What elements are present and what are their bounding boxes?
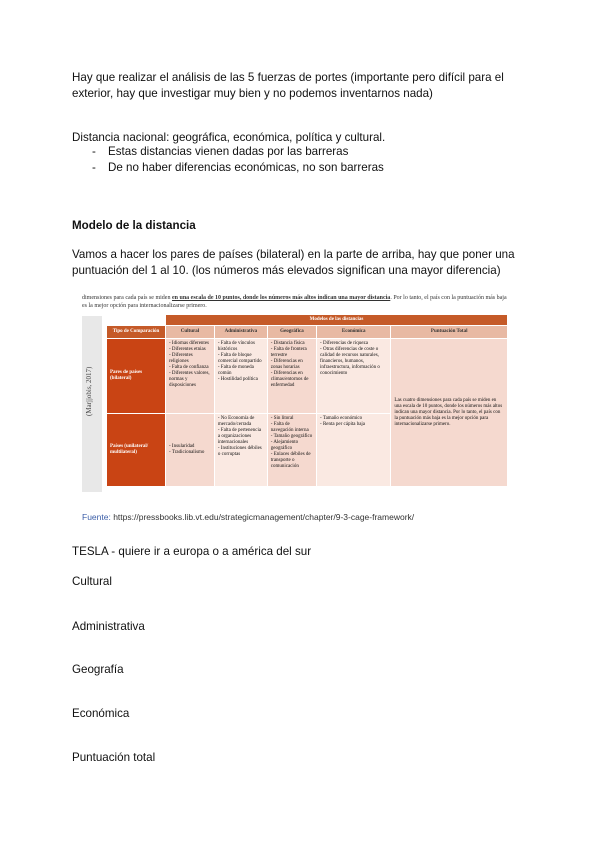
barrier-bullets <box>92 144 384 176</box>
column-header: Geográfica <box>267 326 316 339</box>
table-cell: - Diferencias de riqueza - Otras diferencias de coste o calidad de recursos naturales, financieros, humanos, infraestructura, información o conocimiento <box>317 339 391 414</box>
row-label: Pares de países (bilateral) <box>107 339 166 414</box>
column-header: Puntuación Total <box>391 326 508 339</box>
table-super-header: Modelos de las distancias <box>166 315 508 326</box>
section-heading: Modelo de la distancia <box>72 219 196 232</box>
bullet-item: - Estas distancias vienen dadas por las barreras <box>92 144 384 160</box>
row-label: Países (unilateral/ multilateral) <box>107 414 166 487</box>
figure-caption: dimensiones para cada país se miden en una escala de 10 puntos, donde los números más altos indican una mayor distancia. Por lo tanto, el país con la puntuación más baja es la mejor opción para internacionalizarse primero. <box>82 295 507 309</box>
column-header: Tipo de Comparación <box>107 326 166 339</box>
source-link[interactable]: https://pressbooks.lib.vt.edu/strategicmanagement/chapter/9-3-cage-framework/ <box>113 512 415 522</box>
column-header: Administrativa <box>214 326 267 339</box>
intro-paragraph: Hay que realizar el análisis de las 5 fuerzas de portes (importante pero difícil para el exterior, hay que investigar muy bien y no podemos inventarnos nada) <box>72 71 504 100</box>
category-administrativa: Administrativa <box>72 620 145 633</box>
table-cell: - Sin litoral - Falta de navegación interna - Tamaño geográfico - Alejamiento geográfico - Enlaces débiles de transporte o comunicación <box>267 414 316 487</box>
cage-table <box>106 314 508 487</box>
tesla-line: TESLA - quiere ir a europa o a américa del sur <box>72 545 312 558</box>
category-cultural: Cultural <box>72 575 112 588</box>
table-cell: - No Economía de mercado/cerrada - Falta de pertenencia a organizaciones internacionales - Instituciones débiles o corruptas <box>214 414 267 487</box>
cage-framework-figure <box>82 294 508 500</box>
total-cell: Las cuatro dimensiones para cada país se miden en una escala de 10 puntos, donde los números más altos indican una mayor distancia. Por lo tanto, el país con la puntuación más baja es la mejor opción para internacionalizarse primero. <box>391 339 508 487</box>
column-header: Cultural <box>166 326 215 339</box>
section-paragraph: Vamos a hacer los pares de países (bilateral) en la parte de arriba, hay que poner una puntuación del 1 al 10. (los números más elevados significan una mayor diferencia) <box>72 248 515 277</box>
table-cell: - Distancia física - Falta de frontera terrestre - Diferencias en zonas horarias - Diferencias en climas/entornos de enfermedad <box>267 339 316 414</box>
distance-line: Distancia nacional: geográfica, económica, política y cultural. <box>72 131 386 144</box>
category-puntuacion-total: Puntuación total <box>72 751 156 764</box>
table-cell: - Falta de vínculos históricos - Falta de bloque comercial compartido - Falta de moneda común - Hostilidad política <box>214 339 267 414</box>
table-cell: - Tamaño económico - Renta per cápita baja <box>317 414 391 487</box>
figure-side-label: (Marjjobis, 2017) <box>82 316 102 492</box>
category-economica: Económica <box>72 707 130 720</box>
source-label: Fuente: <box>82 512 111 522</box>
category-geografia: Geografía <box>72 663 124 676</box>
figure-source <box>82 512 414 522</box>
table-cell: - Insularidad - Tradicionalismo <box>166 414 215 487</box>
bullet-item: - De no haber diferencias económicas, no son barreras <box>92 160 384 176</box>
table-cell: - Idiomas diferentes - Diferentes etnias - Diferentes religiones - Falta de confianza - Diferentes valores, normas y disposiciones <box>166 339 215 414</box>
table-row <box>107 339 508 414</box>
column-header: Económica <box>317 326 391 339</box>
